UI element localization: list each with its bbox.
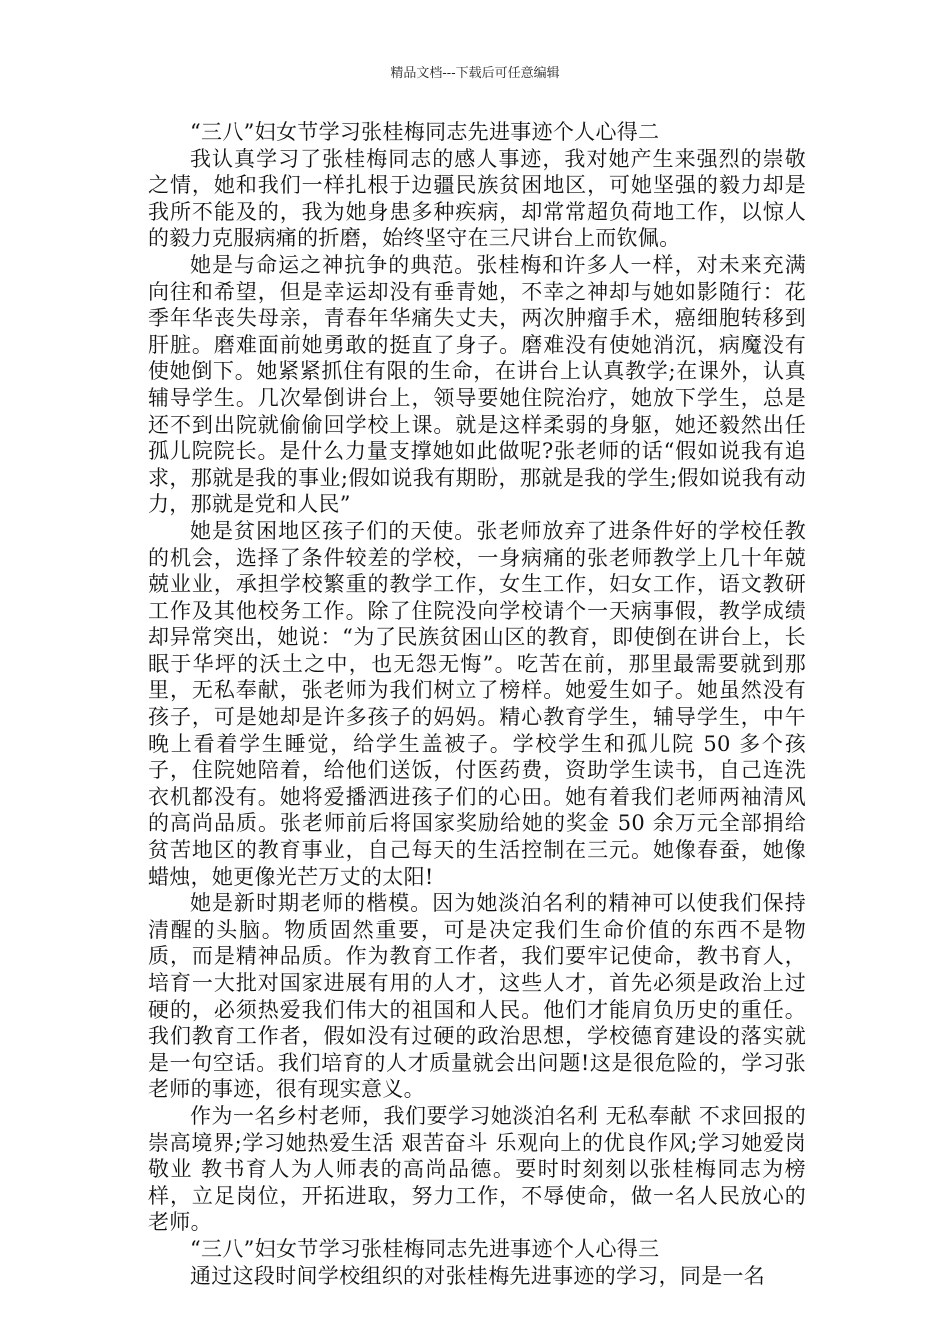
paragraph-4: 她是新时期老师的楷模。因为她淡泊名利的精神可以使我们保持清醒的头脑。物质固然重要，可是决定我们生命价值的东西不是物质，而是精神品质。作为教育工作者，我们要牢记使命，教书育人，培育一大批对国家进展有用的人才，这些人才，首先必须是政治上过硬的，必须热爱我们伟大的祖国和人民。他们才能肩负历史的重任。我们教育工作者，假如没有过硬的政治思想，学校德育建设的落实就是一句空话。我们培育的人才质量就会出问题!这是很危险的，学习张老师的事迹，很有现实意义。 [148,891,806,1102]
paragraph-5: 作为一名乡村老师，我们要学习她淡泊名利 无私奉献 不求回报的崇高境界;学习她热爱生活 艰苦奋斗 乐观向上的优良作风;学习她爱岗敬业 教书育人为人师表的高尚品德。要时时刻刻以张桂梅同志为榜样，立足岗位，开拓进取，努力工作，不辱使命，做一名人民放心的老师。 [148,1103,806,1235]
document-body [148,119,806,1289]
paragraph-2: 她是与命运之神抗争的典范。张桂梅和许多人一样，对未来充满向往和希望，但是幸运却没有垂青她，不幸之神却与她如影随行：花季年华丧失母亲，青春年华痛失丈夫，两次肿瘤手术，癌细胞转移到肝脏。磨难面前她勇敢的挺直了身子。磨难没有使她消沉，病魔没有使她倒下。她紧紧抓住有限的生命，在讲台上认真教学;在课外，认真辅导学生。几次晕倒讲台上，领导要她住院治疗，她放下学生，总是还不到出院就偷偷回学校上课。就是这样柔弱的身躯，她还毅然出任孤儿院院长。是什么力量支撑她如此做呢?张老师的话“假如说我有追求，那就是我的事业;假如说我有期盼，那就是我的学生;假如说我有动力，那就是党和人民” [148,252,806,517]
paragraph-3: 她是贫困地区孩子们的天使。张老师放弃了进条件好的学校任教的机会，选择了条件较差的学校，一身病痛的张老师教学上几十年兢兢业业，承担学校繁重的教学工作，女生工作，妇女工作，语文教研工作及其他校务工作。除了住院没向学校请个一天病事假，教学成绩却异常突出，她说：“为了民族贫困山区的教育，即使倒在讲台上，长眠于华坪的沃土之中，也无怨无悔”。吃苦在前，那里最需要就到那里，无私奉献，张老师为我们树立了榜样。她爱生如子。她虽然没有孩子，可是她却是许多孩子的妈妈。精心教育学生，辅导学生，中午晚上看着学生睡觉，给学生盖被子。学校学生和孤儿院 50 多个孩子，住院她陪着，给他们送饭，付医药费，资助学生读书，自己连洗衣机都没有。她将爱播洒进孩子们的心田。她有着我们老师两袖清风的高尚品质。张老师前后将国家奖励给她的奖金 50 余万元全部捐给贫苦地区的教育事业，自己每天的生活控制在三元。她像春蚕，她像蜡烛，她更像光芒万丈的太阳! [148,518,806,889]
section-title-3: “三八”妇女节学习张桂梅同志先进事迹个人心得三 [190,1236,660,1261]
paragraph-1: 我认真学习了张桂梅同志的感人事迹，我对她产生来强烈的崇敬之情，她和我们一样扎根于边疆民族贫困地区，可她坚强的毅力却是我所不能及的，我为她身患多种疾病，却常常超负荷地工作，以惊人的毅力克服病痛的折磨，始终坚守在三尺讲台上而钦佩。 [148,146,806,251]
paragraph-6: 通过这段时间学校组织的对张桂梅先进事迹的学习，同是一名 [190,1263,766,1288]
header-note: 精品文档---下载后可任意编辑 [390,66,560,81]
section-title-2: “三八”妇女节学习张桂梅同志先进事迹个人心得二 [190,120,660,144]
